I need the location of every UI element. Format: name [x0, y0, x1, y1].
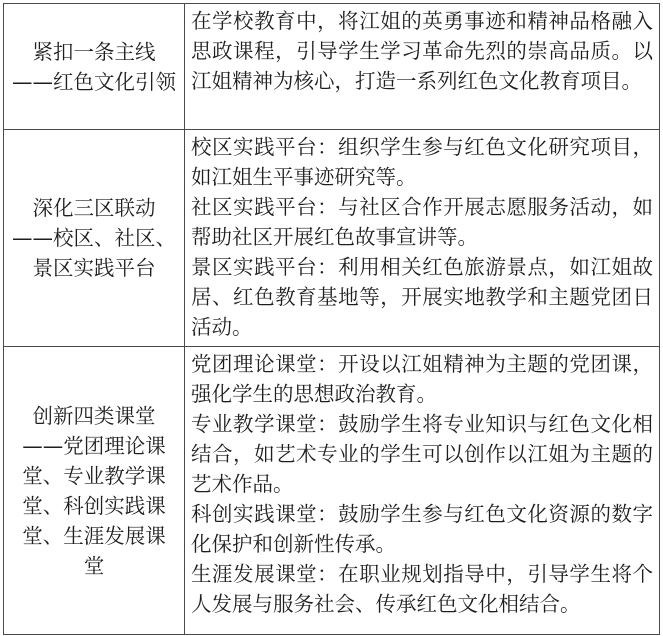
content-paragraph: 专业教学课堂：鼓励学生将专业知识与红色文化相结合，如艺术专业的学生可以创作以江姐为主题的艺术作品。 [191, 412, 653, 496]
row-label-line: 创新四类课堂 [32, 403, 156, 428]
content-table [3, 3, 660, 635]
row-label-line: 堂 [83, 553, 105, 578]
table-row-three-zones [4, 130, 660, 347]
row-label-cell [4, 347, 185, 635]
content-paragraph: 党团理论课堂：开设以江姐精神为主题的党团课，强化学生的思想政治教育。 [191, 352, 653, 406]
table-row-red-culture [4, 4, 660, 130]
row-label-line: ——校区、社区、 [12, 226, 176, 250]
row-label-line: ——红色文化引领 [12, 69, 176, 94]
row-label-line: 堂、科创实践课 [22, 493, 166, 518]
row-label-line: 深化三区联动 [32, 196, 156, 220]
content-paragraph: 生涯发展课堂：在职业规划指导中，引导学生将个人发展与服务社会、传承红色文化相结合。 [191, 562, 653, 616]
row-label-cell [4, 4, 185, 130]
row-label-line: 紧扣一条主线 [32, 39, 156, 64]
row-content-cell [185, 347, 660, 635]
row-content-cell [185, 4, 660, 130]
row-label-line: 堂、专业教学课 [22, 463, 166, 488]
content-paragraph: 景区实践平台：利用相关红色旅游景点，如江姐故居、红色教育基地等，开展实地教学和主题党团日活动。 [191, 255, 653, 339]
table-row-four-classrooms [4, 347, 660, 635]
content-paragraph: 在学校教育中，将江姐的英勇事迹和精神品格融入思政课程，引导学生学习革命先烈的崇高品质。以江姐精神为核心，打造一系列红色文化教育项目。 [191, 9, 653, 93]
row-label-line: 景区实践平台 [32, 256, 156, 280]
row-label-line: ——党团理论课 [22, 433, 166, 458]
row-label-line: 堂、生涯发展课 [22, 523, 166, 548]
content-paragraph: 校区实践平台：组织学生参与红色文化研究项目，如江姐生平事迹研究等。 [191, 135, 653, 189]
content-paragraph: 科创实践课堂：鼓励学生参与红色文化资源的数字化保护和创新性传承。 [191, 502, 653, 556]
row-content-cell [185, 130, 660, 347]
content-paragraph: 社区实践平台：与社区合作开展志愿服务活动，如帮助社区开展红色故事宣讲等。 [191, 195, 653, 249]
row-label-cell [4, 130, 185, 347]
